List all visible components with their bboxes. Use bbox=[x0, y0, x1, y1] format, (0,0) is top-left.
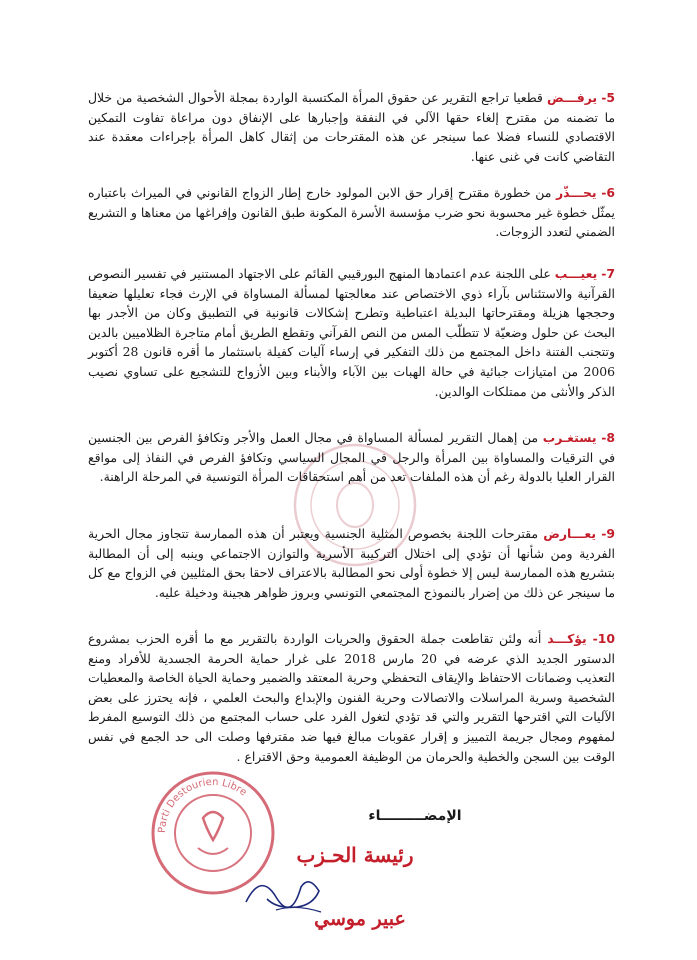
item-keyword: يعـــارض bbox=[543, 526, 597, 541]
item-keyword: يحـــذّر bbox=[555, 185, 597, 200]
item-8 bbox=[88, 428, 615, 487]
item-number: 9- bbox=[601, 526, 615, 541]
item-text: على اللجنة عدم اعتمادها المنهج البورقيبي القائم على الاجتهاد المستنير في تفسير النصوص القرآنية والاستئناس بآراء ذوي الاختصاص عند معالجتها لمسألة المساواة في الإرث فجاء تعليلها ضعيفا وحججها هزيلة ومقترحاتها البديلة اعتباطية وتطرح إشكالات قانونية في التطبيق وكان من الأجدر بها البحث عن حلول وضعيّة لا تتطلّب المس من النص القرآني وتقطع الطريق أمام متاجرة الظلاميين بالدين وتتجنب الفتنة داخل المجتمع من ذلك التفكير في إرساء آليات كفيلة باستثمار ما أقره قانون 28 أكتوبر 2006 من امتيازات جبائية في حالة الهبات بين الآباء والأبناء وبين الأزواج للتشجيع على تساوي نصيب الذكر والأنثى من ممتلكات الوالدين. bbox=[88, 266, 615, 399]
signatory-name: عبير موسي bbox=[314, 908, 406, 930]
item-number: 7- bbox=[601, 266, 615, 281]
item-number: 10- bbox=[592, 631, 615, 646]
item-text: مقترحات اللجنة بخصوص المثلية الجنسية ويعتبر أن هذه الممارسة تتجاوز مجال الحرية الفردية ومن شأنها أن تؤدي إلى اختلال التركيبة الأسرية والتوازن الاجتماعي وينبه إلى أن المطالبة بتشريع هذه الممارسة ليس إلا خطوة أولى نحو المطالبة بالاعتراف لاحقا بحق المثليين في الزواج مع كل ما سينجر عن ذلك من إضرار بالنموذج المجتمعي التونسي وبروز ظواهر هجينة ودخيلة عليه. bbox=[88, 526, 615, 600]
item-text: من إهمال التقرير لمسألة المساواة في مجال العمل والأجر وتكافؤ الفرص بين الجنسين في الترقيات والمساواة بين المرأة والرجل في المجال السياسي وتكافؤ الفرص في النفاذ إلى مواقع القرار العليا بالدولة رغم أن هذه الملفات تعد من أهم استحقاقات المرأة التونسية في المرحلة الراهنة. bbox=[88, 430, 615, 485]
item-text: من خطورة مقترح إقرار حق الابن المولود خارج إطار الزواج القانوني في الميراث باعتباره يمثّل خطوة غير محسوبة نحو ضرب مؤسسة الأسرة المكونة طبق القانون وإفراغها من معناها و التشريع الضمني لتعدد الزوجات. bbox=[88, 185, 615, 240]
item-number: 5- bbox=[601, 90, 615, 105]
item-9 bbox=[88, 524, 615, 602]
item-10 bbox=[88, 629, 615, 766]
item-keyword: يرفـــض bbox=[546, 90, 598, 105]
signatory-title: رئيسة الحـزب bbox=[296, 843, 414, 867]
item-number: 6- bbox=[601, 185, 615, 200]
signature-label: الإمضـــــــــاء bbox=[368, 808, 462, 824]
item-keyword: يستغـرب bbox=[542, 430, 597, 445]
item-text: أنه ولئن تقاطعت جملة الحقوق والحريات الواردة بالتقرير مع ما أقره الحزب بمشروع الدستور الجديد الذي عرضه في 20 مارس 2018 على غرار حماية الحرمة الجسدية للأفراد ومنع التعذيب وضمانات الاحتفاظ والإيقاف التحفظي وحرية المعتقد والضمير وحماية الحياة الخاصة والمعطيات الشخصية وسرية المراسلات والاتصالات وحرية الفنون والإبداع والبحث العلمي ، فإنه يحترز على بعض الآليات التي اقترحها التقرير والتي قد تؤدي لتغول الفرد على حساب المجتمع من ذلك التوسيع المفرط لمفهوم ومجال جريمة التمييز و إقرار عقوبات مبالغ فيها ضد مقترفها وصلت الى حد الجمع في نفس الوقت بين السجن والخطية والحرمان من الوظيفة العمومية وحق الاقتراع . bbox=[88, 631, 615, 764]
item-7 bbox=[88, 264, 615, 401]
item-keyword: يعيـــب bbox=[554, 266, 598, 281]
item-5 bbox=[88, 88, 615, 166]
item-keyword: يؤكـــد bbox=[547, 631, 587, 646]
svg-text:Parti Destourien Libre bbox=[157, 777, 249, 833]
stamp-text: Parti Destourien Libre bbox=[156, 776, 249, 834]
item-text: قطعيا تراجع التقرير عن حقوق المرأة المكتسبة الواردة بمجلة الأحوال الشخصية من خلال ما تضمنه من مقترح إلغاء حقها الآلي في النفقة وإجبارها على الإنفاق دون مراعاة تفاوت التمكين الاقتصادي للنساء فضلا عما سينجر عن هذه المقترحات من إثقال كاهل المرأة بإجراءات معقدة عند التقاضي كانت في غنى عنها. bbox=[88, 90, 615, 164]
item-6 bbox=[88, 183, 615, 242]
item-number: 8- bbox=[601, 430, 615, 445]
